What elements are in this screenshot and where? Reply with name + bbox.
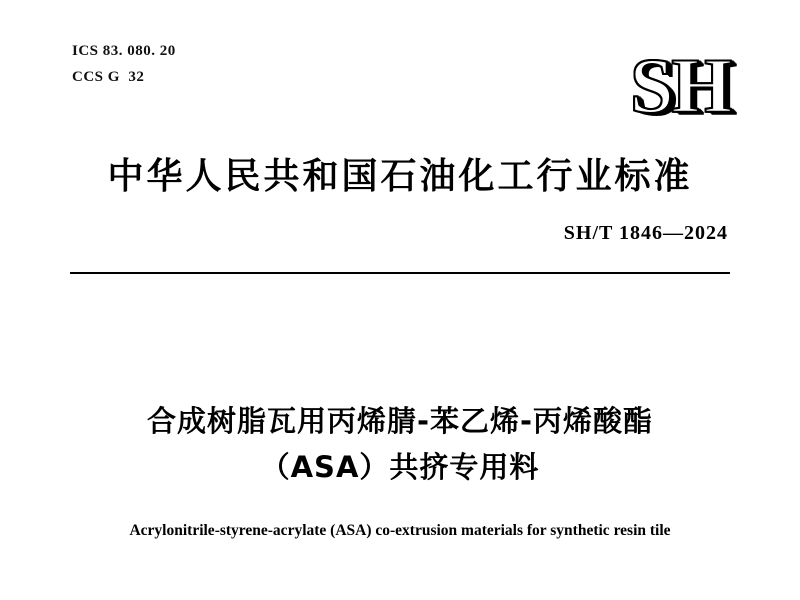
document-title-chinese [60,398,740,490]
ics-code: ICS 83. 080. 20 [72,43,176,59]
standard-number: SH/T 1846—2024 [563,222,728,244]
document-title-chinese-line1: 合成树脂瓦用丙烯腈-苯乙烯-丙烯酸酯 [146,404,654,438]
standard-title-chinese: 中华人民共和国石油化工行业标准 [107,156,693,197]
sh-logo [540,42,730,129]
sh-logo-text: SH [629,42,730,129]
document-title-english: Acrylonitrile-styrene-acrylate (ASA) co-extrusion materials for synthetic resin tile [129,522,671,539]
ccs-code: CCS G 32 [72,69,145,85]
cover-metadata [72,38,176,90]
document-title-chinese-line2: （ASA）共挤专用料 [260,450,540,484]
horizontal-divider [70,272,730,274]
